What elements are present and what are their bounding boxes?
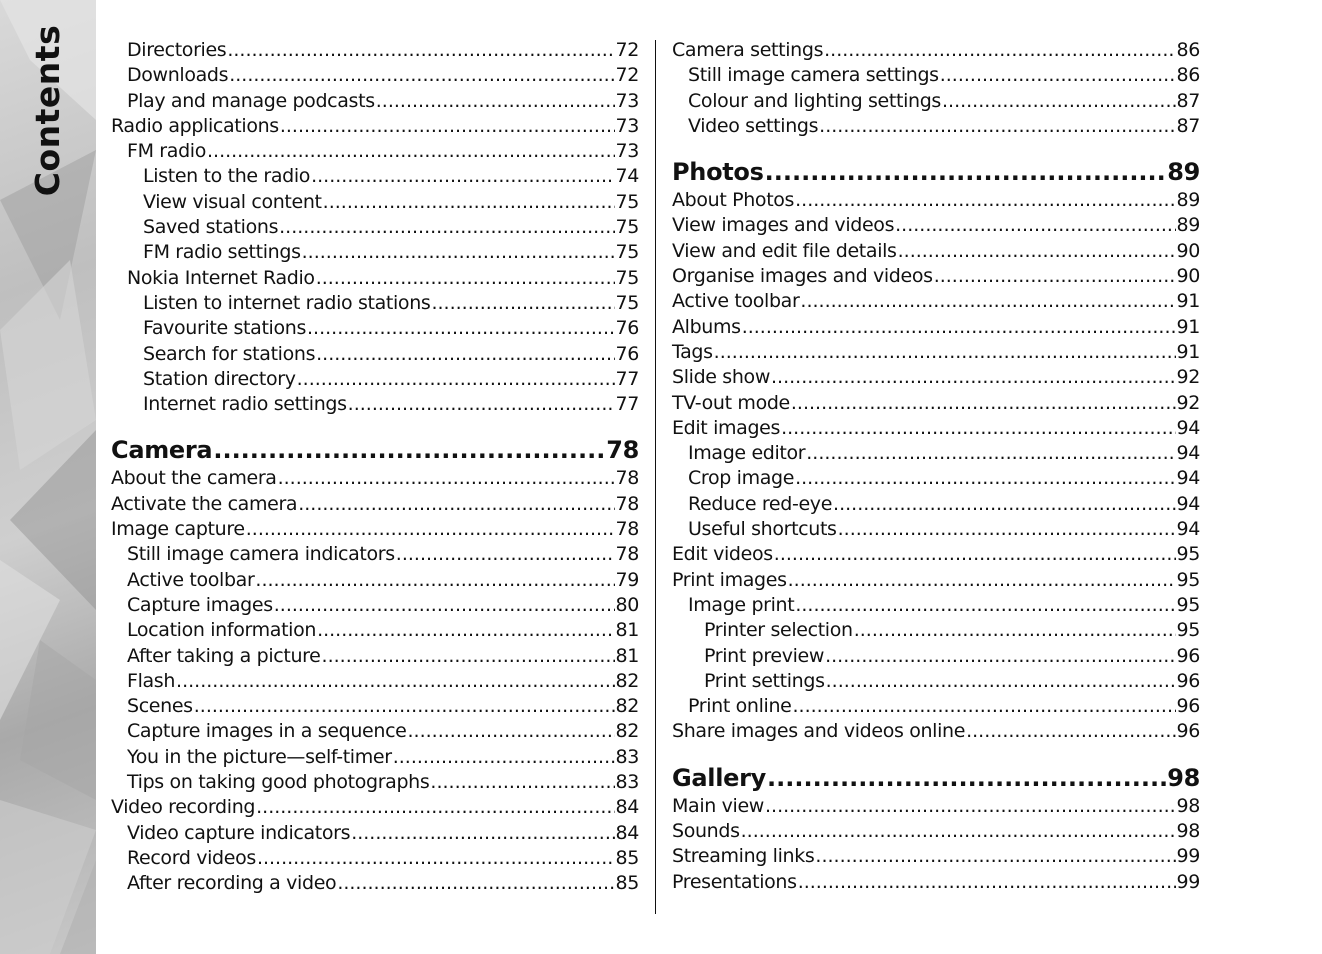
toc-entry: [672, 593, 1200, 618]
toc-dot-leader: [838, 517, 1176, 542]
toc-entry-title: Flash: [127, 669, 176, 692]
toc-entry: [672, 694, 1200, 719]
toc-dot-leader: [854, 618, 1176, 643]
toc-entry-page: 94: [1176, 518, 1200, 541]
toc-entry-page: 99: [1176, 845, 1200, 868]
toc-entry: [111, 568, 639, 593]
toc-dot-leader: [895, 213, 1175, 238]
toc-entry-title: Image capture: [111, 518, 245, 541]
toc-entry-page: 98: [1167, 763, 1200, 792]
toc-dot-leader: [176, 669, 614, 694]
toc-entry-page: 90: [1176, 265, 1200, 288]
toc-entry-page: 83: [615, 745, 639, 768]
toc-entry-page: 75: [615, 291, 639, 314]
toc-entry-title: Active toolbar: [672, 290, 800, 313]
toc-section-heading: [672, 156, 1200, 188]
toc-entry: [672, 466, 1200, 491]
toc-entry-page: 89: [1176, 189, 1200, 212]
toc-entry: [672, 568, 1200, 593]
toc-entry: [111, 164, 639, 189]
toc-entry-page: 81: [615, 644, 639, 667]
toc-entry-page: 96: [1176, 669, 1200, 692]
toc-entry-title: Camera: [111, 436, 213, 465]
toc-dot-leader: [229, 63, 614, 88]
toc-dot-leader: [798, 870, 1176, 895]
toc-dot-leader: [767, 762, 1166, 794]
toc-entry-page: 86: [1176, 64, 1200, 87]
column-divider: [655, 40, 656, 914]
toc-dot-leader: [795, 593, 1175, 618]
toc-entry-page: 94: [1176, 492, 1200, 515]
toc-entry: [672, 315, 1200, 340]
toc-entry: [111, 38, 639, 63]
toc-entry: [672, 870, 1200, 895]
toc-dot-leader: [966, 719, 1175, 744]
toc-dot-leader: [781, 416, 1175, 441]
toc-dot-leader: [430, 770, 614, 795]
toc-entry-title: Listen to internet radio stations: [143, 291, 431, 314]
toc-dot-leader: [257, 846, 615, 871]
toc-entry-page: 84: [615, 821, 639, 844]
toc-entry-title: TV-out mode: [672, 391, 790, 414]
toc-entry-title: About the camera: [111, 467, 277, 490]
toc-entry-page: 78: [606, 436, 639, 465]
toc-entry-page: 75: [615, 266, 639, 289]
toc-entry: [672, 669, 1200, 694]
toc-entry: [672, 441, 1200, 466]
toc-entry: [672, 719, 1200, 744]
toc-entry-title: Share images and videos online: [672, 720, 966, 743]
toc-entry-page: 78: [615, 518, 639, 541]
toc-section-heading: [672, 762, 1200, 794]
toc-entry-title: View and edit file details: [672, 239, 897, 262]
toc-entry-title: Listen to the radio: [143, 165, 311, 188]
toc-dot-leader: [322, 644, 615, 669]
toc-entry-page: 96: [1176, 695, 1200, 718]
toc-entry: [672, 38, 1200, 63]
toc-entry: [111, 644, 639, 669]
toc-entry: [672, 492, 1200, 517]
toc-dot-leader: [742, 315, 1176, 340]
toc-entry-title: View visual content: [143, 190, 322, 213]
toc-entry-title: Edit images: [672, 416, 781, 439]
toc-dot-leader: [227, 38, 614, 63]
toc-entry: [111, 871, 639, 896]
toc-dot-leader: [788, 568, 1176, 593]
toc-entry-title: Play and manage podcasts: [127, 89, 375, 112]
toc-entry: [111, 821, 639, 846]
toc-dot-leader: [246, 517, 615, 542]
toc-entry-page: 94: [1176, 416, 1200, 439]
toc-entry: [111, 542, 639, 567]
toc-entry-page: 81: [615, 619, 639, 642]
toc-dot-leader: [351, 821, 614, 846]
toc-entry-page: 85: [615, 846, 639, 869]
toc-entry-title: Edit videos: [672, 543, 773, 566]
toc-entry: [672, 188, 1200, 213]
toc-entry-title: View images and videos: [672, 214, 895, 237]
toc-entry-page: 96: [1176, 720, 1200, 743]
toc-entry-title: Location information: [127, 619, 317, 642]
toc-dot-leader: [819, 114, 1175, 139]
toc-entry: [111, 215, 639, 240]
toc-dot-leader: [207, 139, 615, 164]
toc-entry: [111, 240, 639, 265]
toc-entry: [111, 190, 639, 215]
toc-dot-leader: [307, 316, 615, 341]
toc-entry-page: 91: [1176, 315, 1200, 338]
toc-entry-title: After recording a video: [127, 872, 337, 895]
toc-entry-page: 96: [1176, 644, 1200, 667]
toc-dot-leader: [940, 63, 1176, 88]
toc-entry-title: FM radio settings: [143, 241, 301, 264]
toc-entry-page: 74: [615, 165, 639, 188]
toc-entry-title: Colour and lighting settings: [688, 89, 941, 112]
toc-entry-title: Tips on taking good photographs: [127, 771, 430, 794]
toc-entry: [672, 517, 1200, 542]
toc-left-column: [111, 38, 639, 897]
toc-entry-page: 73: [615, 89, 639, 112]
toc-dot-leader: [806, 441, 1175, 466]
toc-entry-title: Scenes: [127, 695, 193, 718]
toc-dot-leader: [771, 365, 1176, 390]
toc-dot-leader: [942, 89, 1176, 114]
toc-right-column: [672, 38, 1200, 895]
toc-entry-page: 80: [615, 593, 639, 616]
toc-entry-title: Camera settings: [672, 39, 824, 61]
toc-entry: [111, 89, 639, 114]
toc-entry-page: 78: [615, 467, 639, 490]
toc-entry-title: Saved stations: [143, 216, 279, 239]
toc-entry-page: 82: [615, 720, 639, 743]
toc-dot-leader: [826, 669, 1176, 694]
toc-dot-leader: [765, 156, 1167, 188]
toc-entry-title: FM radio: [127, 140, 206, 163]
toc-entry: [111, 492, 639, 517]
toc-entry-page: 99: [1176, 870, 1200, 893]
toc-entry-title: Print images: [672, 568, 787, 591]
toc-entry-title: Nokia Internet Radio: [127, 266, 315, 289]
toc-entry-title: Sounds: [672, 820, 740, 843]
toc-entry-page: 91: [1176, 340, 1200, 363]
toc-entry-page: 82: [615, 669, 639, 692]
toc-entry-title: Internet radio settings: [143, 393, 347, 416]
toc-entry: [111, 367, 639, 392]
toc-entry-title: Video capture indicators: [127, 821, 351, 844]
toc-dot-leader: [323, 190, 615, 215]
toc-entry-page: 89: [1167, 158, 1200, 187]
toc-dot-leader: [316, 266, 615, 291]
toc-entry: [672, 239, 1200, 264]
toc-entry-page: 98: [1176, 794, 1200, 817]
toc-entry-page: 76: [615, 342, 639, 365]
toc-entry: [111, 342, 639, 367]
toc-entry-title: Active toolbar: [127, 568, 255, 591]
toc-entry: [672, 89, 1200, 114]
toc-dot-leader: [815, 844, 1175, 869]
toc-entry-title: Still image camera settings: [688, 64, 939, 87]
toc-entry: [672, 644, 1200, 669]
toc-entry-page: 83: [615, 771, 639, 794]
toc-entry: [672, 391, 1200, 416]
toc-entry-page: 73: [615, 114, 639, 137]
toc-entry: [111, 618, 639, 643]
toc-entry: [111, 846, 639, 871]
toc-entry: [672, 618, 1200, 643]
toc-entry-title: Photos: [672, 158, 764, 187]
toc-dot-leader: [714, 340, 1176, 365]
toc-dot-leader: [774, 542, 1176, 567]
toc-dot-leader: [213, 434, 605, 466]
toc-entry-title: Record videos: [127, 846, 256, 869]
toc-entry-page: 91: [1176, 290, 1200, 313]
toc-entry-title: Favourite stations: [143, 317, 306, 340]
toc-entry-title: Downloads: [127, 64, 229, 87]
toc-dot-leader: [280, 114, 615, 139]
toc-entry-title: Reduce red-eye: [688, 492, 833, 515]
toc-entry-title: About Photos: [672, 189, 795, 212]
toc-entry: [672, 542, 1200, 567]
toc-entry: [111, 392, 639, 417]
toc-entry: [111, 291, 639, 316]
toc-entry-page: 94: [1176, 467, 1200, 490]
toc-dot-leader: [396, 542, 615, 567]
toc-entry-page: 94: [1176, 442, 1200, 465]
toc-entry-page: 78: [615, 492, 639, 515]
toc-entry-page: 72: [615, 64, 639, 87]
toc-dot-leader: [795, 466, 1175, 491]
toc-entry-title: Gallery: [672, 763, 767, 792]
toc-dot-leader: [348, 392, 615, 417]
toc-entry: [672, 264, 1200, 289]
toc-entry-page: 82: [615, 695, 639, 718]
toc-entry-page: 73: [615, 140, 639, 163]
toc-dot-leader: [194, 694, 615, 719]
toc-entry-page: 95: [1176, 593, 1200, 616]
toc-dot-leader: [824, 38, 1175, 63]
toc-entry: [111, 139, 639, 164]
toc-dot-leader: [741, 819, 1176, 844]
toc-entry-page: 86: [1176, 39, 1200, 61]
toc-entry: [111, 114, 639, 139]
toc-dot-leader: [274, 593, 615, 618]
toc-entry: [111, 694, 639, 719]
toc-entry: [111, 669, 639, 694]
toc-entry-page: 72: [615, 39, 639, 61]
toc-entry-title: Activate the camera: [111, 492, 298, 515]
toc-entry-title: Directories: [127, 39, 227, 61]
toc-entry: [672, 63, 1200, 88]
toc-entry: [111, 316, 639, 341]
toc-entry-title: Video recording: [111, 796, 256, 819]
toc-dot-leader: [791, 391, 1176, 416]
toc-dot-leader: [317, 618, 614, 643]
toc-entry-title: Main view: [672, 794, 764, 817]
toc-entry-title: Station directory: [143, 367, 296, 390]
toc-dot-leader: [898, 239, 1176, 264]
toc-entry-page: 87: [1176, 89, 1200, 112]
toc-entry: [672, 794, 1200, 819]
toc-dot-leader: [833, 492, 1175, 517]
toc-entry-title: Albums: [672, 315, 741, 338]
toc-entry: [111, 795, 639, 820]
toc-entry-page: 90: [1176, 239, 1200, 262]
toc-entry-page: 95: [1176, 543, 1200, 566]
toc-entry-title: Print settings: [704, 669, 825, 692]
toc-entry-title: Capture images in a sequence: [127, 720, 407, 743]
toc-entry-page: 77: [615, 393, 639, 416]
toc-entry: [111, 517, 639, 542]
toc-entry: [672, 213, 1200, 238]
toc-entry-title: Still image camera indicators: [127, 543, 395, 566]
sidebar-title-wrap: [8, 24, 88, 196]
toc-dot-leader: [376, 89, 615, 114]
toc-dot-leader: [278, 466, 615, 491]
toc-entry-page: 85: [615, 872, 639, 895]
toc-entry-title: Printer selection: [704, 619, 853, 642]
toc-dot-leader: [793, 694, 1176, 719]
toc-dot-leader: [825, 644, 1175, 669]
toc-entry-title: After taking a picture: [127, 644, 321, 667]
toc-entry-title: Image print: [688, 593, 795, 616]
toc-entry-page: 87: [1176, 114, 1200, 137]
toc-entry: [111, 745, 639, 770]
toc-entry: [111, 719, 639, 744]
toc-entry-page: 89: [1176, 214, 1200, 237]
toc-dot-leader: [297, 367, 615, 392]
toc-entry-title: Organise images and videos: [672, 265, 933, 288]
toc-entry: [672, 416, 1200, 441]
toc-entry-page: 78: [615, 543, 639, 566]
toc-dot-leader: [337, 871, 614, 896]
toc-entry: [111, 466, 639, 491]
toc-entry-page: 77: [615, 367, 639, 390]
toc-dot-leader: [316, 342, 614, 367]
toc-dot-leader: [795, 188, 1175, 213]
toc-entry-page: 84: [615, 796, 639, 819]
toc-entry: [672, 289, 1200, 314]
toc-entry: [672, 844, 1200, 869]
toc-entry: [672, 365, 1200, 390]
toc-entry-title: Search for stations: [143, 342, 316, 365]
toc-entry-title: Tags: [672, 340, 713, 363]
toc-entry-title: Image editor: [688, 442, 806, 465]
toc-entry-title: Streaming links: [672, 845, 815, 868]
toc-entry: [111, 266, 639, 291]
toc-entry-title: Print online: [688, 695, 792, 718]
toc-entry: [672, 114, 1200, 139]
toc-entry: [672, 340, 1200, 365]
toc-dot-leader: [765, 794, 1176, 819]
toc-entry-page: 75: [615, 241, 639, 264]
toc-dot-leader: [311, 164, 614, 189]
toc-entry-page: 92: [1176, 391, 1200, 414]
toc-entry-title: Radio applications: [111, 114, 279, 137]
toc-entry-page: 76: [615, 317, 639, 340]
toc-entry-page: 95: [1176, 619, 1200, 642]
sidebar: [0, 0, 96, 954]
toc-dot-leader: [298, 492, 614, 517]
toc-entry: [111, 593, 639, 618]
toc-dot-leader: [255, 568, 614, 593]
toc-entry-title: Capture images: [127, 593, 273, 616]
toc-entry-page: 79: [615, 568, 639, 591]
toc-entry-title: Print preview: [704, 644, 825, 667]
toc-dot-leader: [800, 289, 1175, 314]
toc-dot-leader: [393, 745, 615, 770]
toc-entry-title: Useful shortcuts: [688, 518, 837, 541]
toc-entry: [672, 819, 1200, 844]
toc-entry: [111, 63, 639, 88]
toc-entry-title: Slide show: [672, 366, 771, 389]
sidebar-title: Contents: [28, 24, 68, 196]
toc-entry-page: 98: [1176, 820, 1200, 843]
toc-entry-page: 75: [615, 216, 639, 239]
toc-section-heading: [111, 434, 639, 466]
toc-dot-leader: [279, 215, 614, 240]
toc-entry-page: 75: [615, 190, 639, 213]
toc-dot-leader: [934, 264, 1176, 289]
toc-entry-title: Crop image: [688, 467, 795, 490]
toc-entry-title: You in the picture—self-timer: [127, 745, 392, 768]
toc-entry-title: Video settings: [688, 114, 819, 137]
toc-entry: [111, 770, 639, 795]
toc-dot-leader: [408, 719, 615, 744]
toc-entry-page: 92: [1176, 366, 1200, 389]
toc-dot-leader: [302, 240, 615, 265]
toc-entry-title: Presentations: [672, 870, 797, 893]
toc-entry-page: 95: [1176, 568, 1200, 591]
toc-dot-leader: [431, 291, 614, 316]
toc-dot-leader: [256, 795, 614, 820]
